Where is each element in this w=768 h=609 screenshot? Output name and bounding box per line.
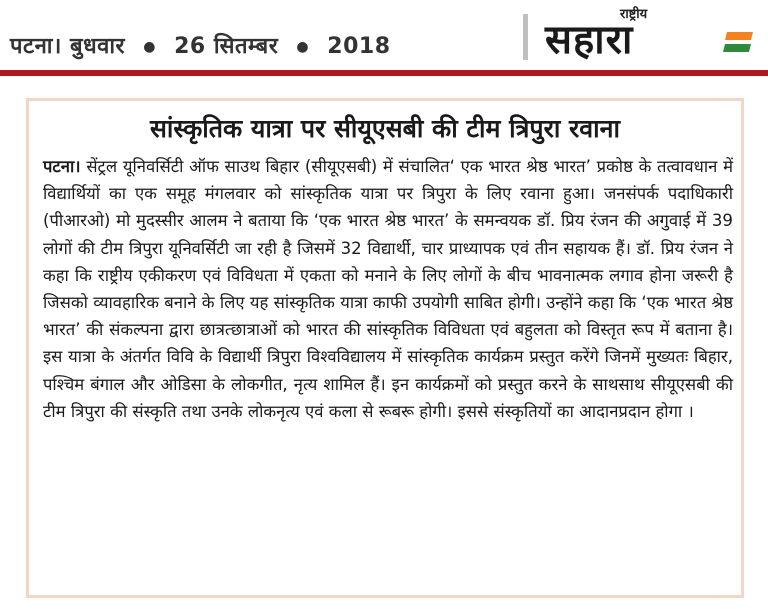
newspaper-header (0, 0, 768, 72)
dateline (10, 30, 391, 60)
article-body-text: सेंट्रल यूनिवर्सिटी ऑफ साउथ बिहार (सीयूएसबी) में संचालित‘ एक भारत श्रेष्ठ भारत’ प्रकोष्ठ के तत्वावधान में विद्यार्थियों का एक समूह मंगलवार को सांस्कृतिक यात्रा पर त्रिपुरा के लिए रवाना हुआ। जनसंपर्क पदाधिकारी (पीआरओ) मो मुदस्सीर आलम ने बताया कि ‘एक भारत श्रेष्ठ भारत’ के समन्वयक डॉ. प्रिय रंजन की अगुवाई में 39 लोगों की टीम त्रिपुरा यूनिवर्सिटी जा रही है जिसमें 32 विद्यार्थी, चार प्राध्यापक एवं तीन सहायक हैं। डॉ. प्रिय रंजन ने कहा कि राष्ट्रीय एकीकरण एवं विविधता में एकता को मनाने के लिए लोगों के बीच भावनात्मक लगाव होना जरूरी है जिसको व्यावहारिक बनाने के लिए यह सांस्कृतिक यात्रा काफी उपयोगी साबित होगी। उन्होंने कहा कि ‘एक भारत श्रेष्ठ भारत’ की संकल्पना द्वारा छात्रत्छात्राओं को भारत की सांस्कृतिक विविधता एवं बहुलता को विस्तृत रूप में बताना है। इस यात्रा के अंतर्गत विवि के विद्यार्थी त्रिपुरा विश्वविद्यालय में सांस्कृतिक कार्यक्रम प्रस्तुत करेंगे जिनमें मुख्यतः बिहार, पश्चिम बंगाल और ओडिसा के लोकगीत, नृत्य शामिल हैं। इन कार्यक्रमों को प्रस्तुत करने के साथसाथ सीयूएसबी की टीम त्रिपुरा की संस्कृति तथा उनके लोकनृत्य एवं कला से रूबरू होगी। इससे संस्कृतियों का आदानप्रदान होगा । (43, 157, 733, 421)
masthead-name: सहारा (545, 17, 634, 63)
article-city: पटना। (43, 157, 81, 176)
dateline-date: 26 सितम्बर (174, 34, 279, 59)
dateline-separator: ● (143, 39, 156, 55)
dateline-year: 2018 (327, 34, 391, 59)
article-headline: सांस्कृतिक यात्रा पर सीयूएसबी की टीम त्रिपुरा रवाना (149, 114, 620, 143)
dateline-day: बुधवार (70, 34, 126, 59)
masthead-small-text: राष्ट्रीय (620, 7, 648, 22)
header-divider (523, 14, 528, 60)
masthead-logo (545, 4, 760, 68)
flag-stripes-icon (723, 26, 753, 56)
dateline-city: पटना। (10, 34, 62, 59)
article-body (43, 153, 733, 425)
dateline-separator: ● (296, 39, 310, 55)
news-article (26, 98, 744, 598)
header-red-rule (0, 70, 768, 76)
